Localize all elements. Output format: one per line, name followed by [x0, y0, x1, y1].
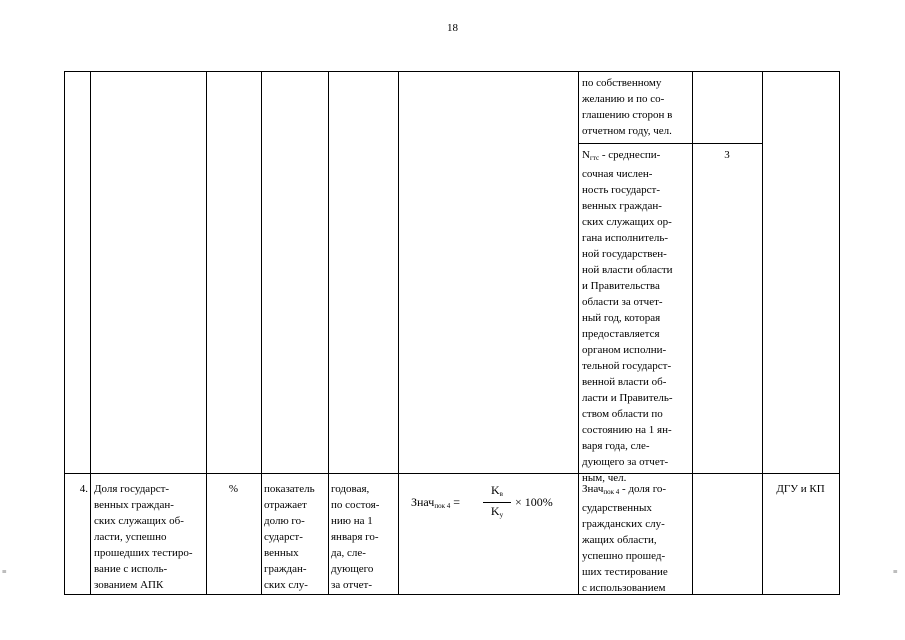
col-line-4: [328, 71, 329, 595]
unit-cell: %: [228, 483, 239, 495]
row-line-mid: [64, 473, 840, 474]
formula-lhs: Знач$_{пок 4}$ =: [411, 495, 461, 510]
row-line-bottom: [64, 594, 840, 595]
periodicity-cell: годовая, по состоя- нию на 1 января го- да, сле- дующего за отчет-: [331, 483, 380, 591]
denominator-symbol: K: [490, 504, 500, 518]
numerator-sub: в: [499, 490, 503, 498]
formula-symbol: Знач: [582, 483, 604, 495]
variable-description: - среднеспи- сочная числен- ность государст- венных граждан- ских служащих ор- гана исполнитель- ной государствен- ной власти области и Правительства области за отчет- ный год, которая предоставляется органом исполни- тельной государст- венной власти об- ласти и Правитель- ством области по состоянию на 1 ян- варя года, сле- дующего за отчет- ным, чел.: [582, 149, 673, 484]
value-cell: 3: [724, 149, 730, 161]
row-line-sub: [578, 143, 762, 144]
formula-symbol-sub: пок 4: [603, 488, 620, 496]
page-number: 18: [447, 22, 458, 34]
col-line-8: [762, 71, 763, 595]
indicator-name: Доля государст- венных граждан- ских служащих об- ласти, успешно прошедших тестиро- вание с исполь- зованием АПК: [94, 483, 193, 591]
variable-subscript: гтс: [589, 154, 600, 162]
col-line-1: [90, 71, 91, 595]
formula-fraction: [483, 483, 511, 522]
col-line-6: [578, 71, 579, 595]
col-line-9: [839, 71, 840, 595]
formula-lhs-sub: пок 4: [434, 502, 451, 510]
col-line-0: [64, 71, 65, 595]
formula-description-cell: [582, 481, 690, 596]
definition-cell: показатель отражает долю го- сударст- венных граждан- ских слу-: [264, 483, 315, 591]
formula-description-cell: [582, 147, 690, 486]
formula-lhs-text: Знач: [411, 495, 435, 509]
denominator-sub: у: [499, 511, 504, 519]
formula-description-cell: по собственному желанию и по со- глашению сторон в отчетном году, чел.: [582, 77, 673, 137]
col-line-2: [206, 71, 207, 595]
margin-mark-right: ≡: [893, 567, 898, 576]
responsible-cell: ДГУ и КП: [776, 483, 825, 495]
numerator-symbol: K: [491, 483, 500, 497]
variable-symbol: N: [582, 149, 590, 161]
col-line-5: [398, 71, 399, 595]
fraction-bar: [483, 502, 511, 503]
margin-mark-left: ≡: [2, 567, 7, 576]
formula-rhs: × 100%: [515, 495, 553, 509]
formula-denominator: [483, 504, 511, 522]
formula-numerator: [483, 483, 511, 501]
row-number: 4.: [79, 483, 88, 495]
row-line-top: [64, 71, 840, 72]
formula-cell: [411, 483, 571, 523]
formula-description: - доля го- сударственных гражданских слу- жащих области, успешно прошед- ших тестирование с использованием: [582, 483, 668, 594]
col-line-3: [261, 71, 262, 595]
indicators-table: [64, 71, 840, 595]
